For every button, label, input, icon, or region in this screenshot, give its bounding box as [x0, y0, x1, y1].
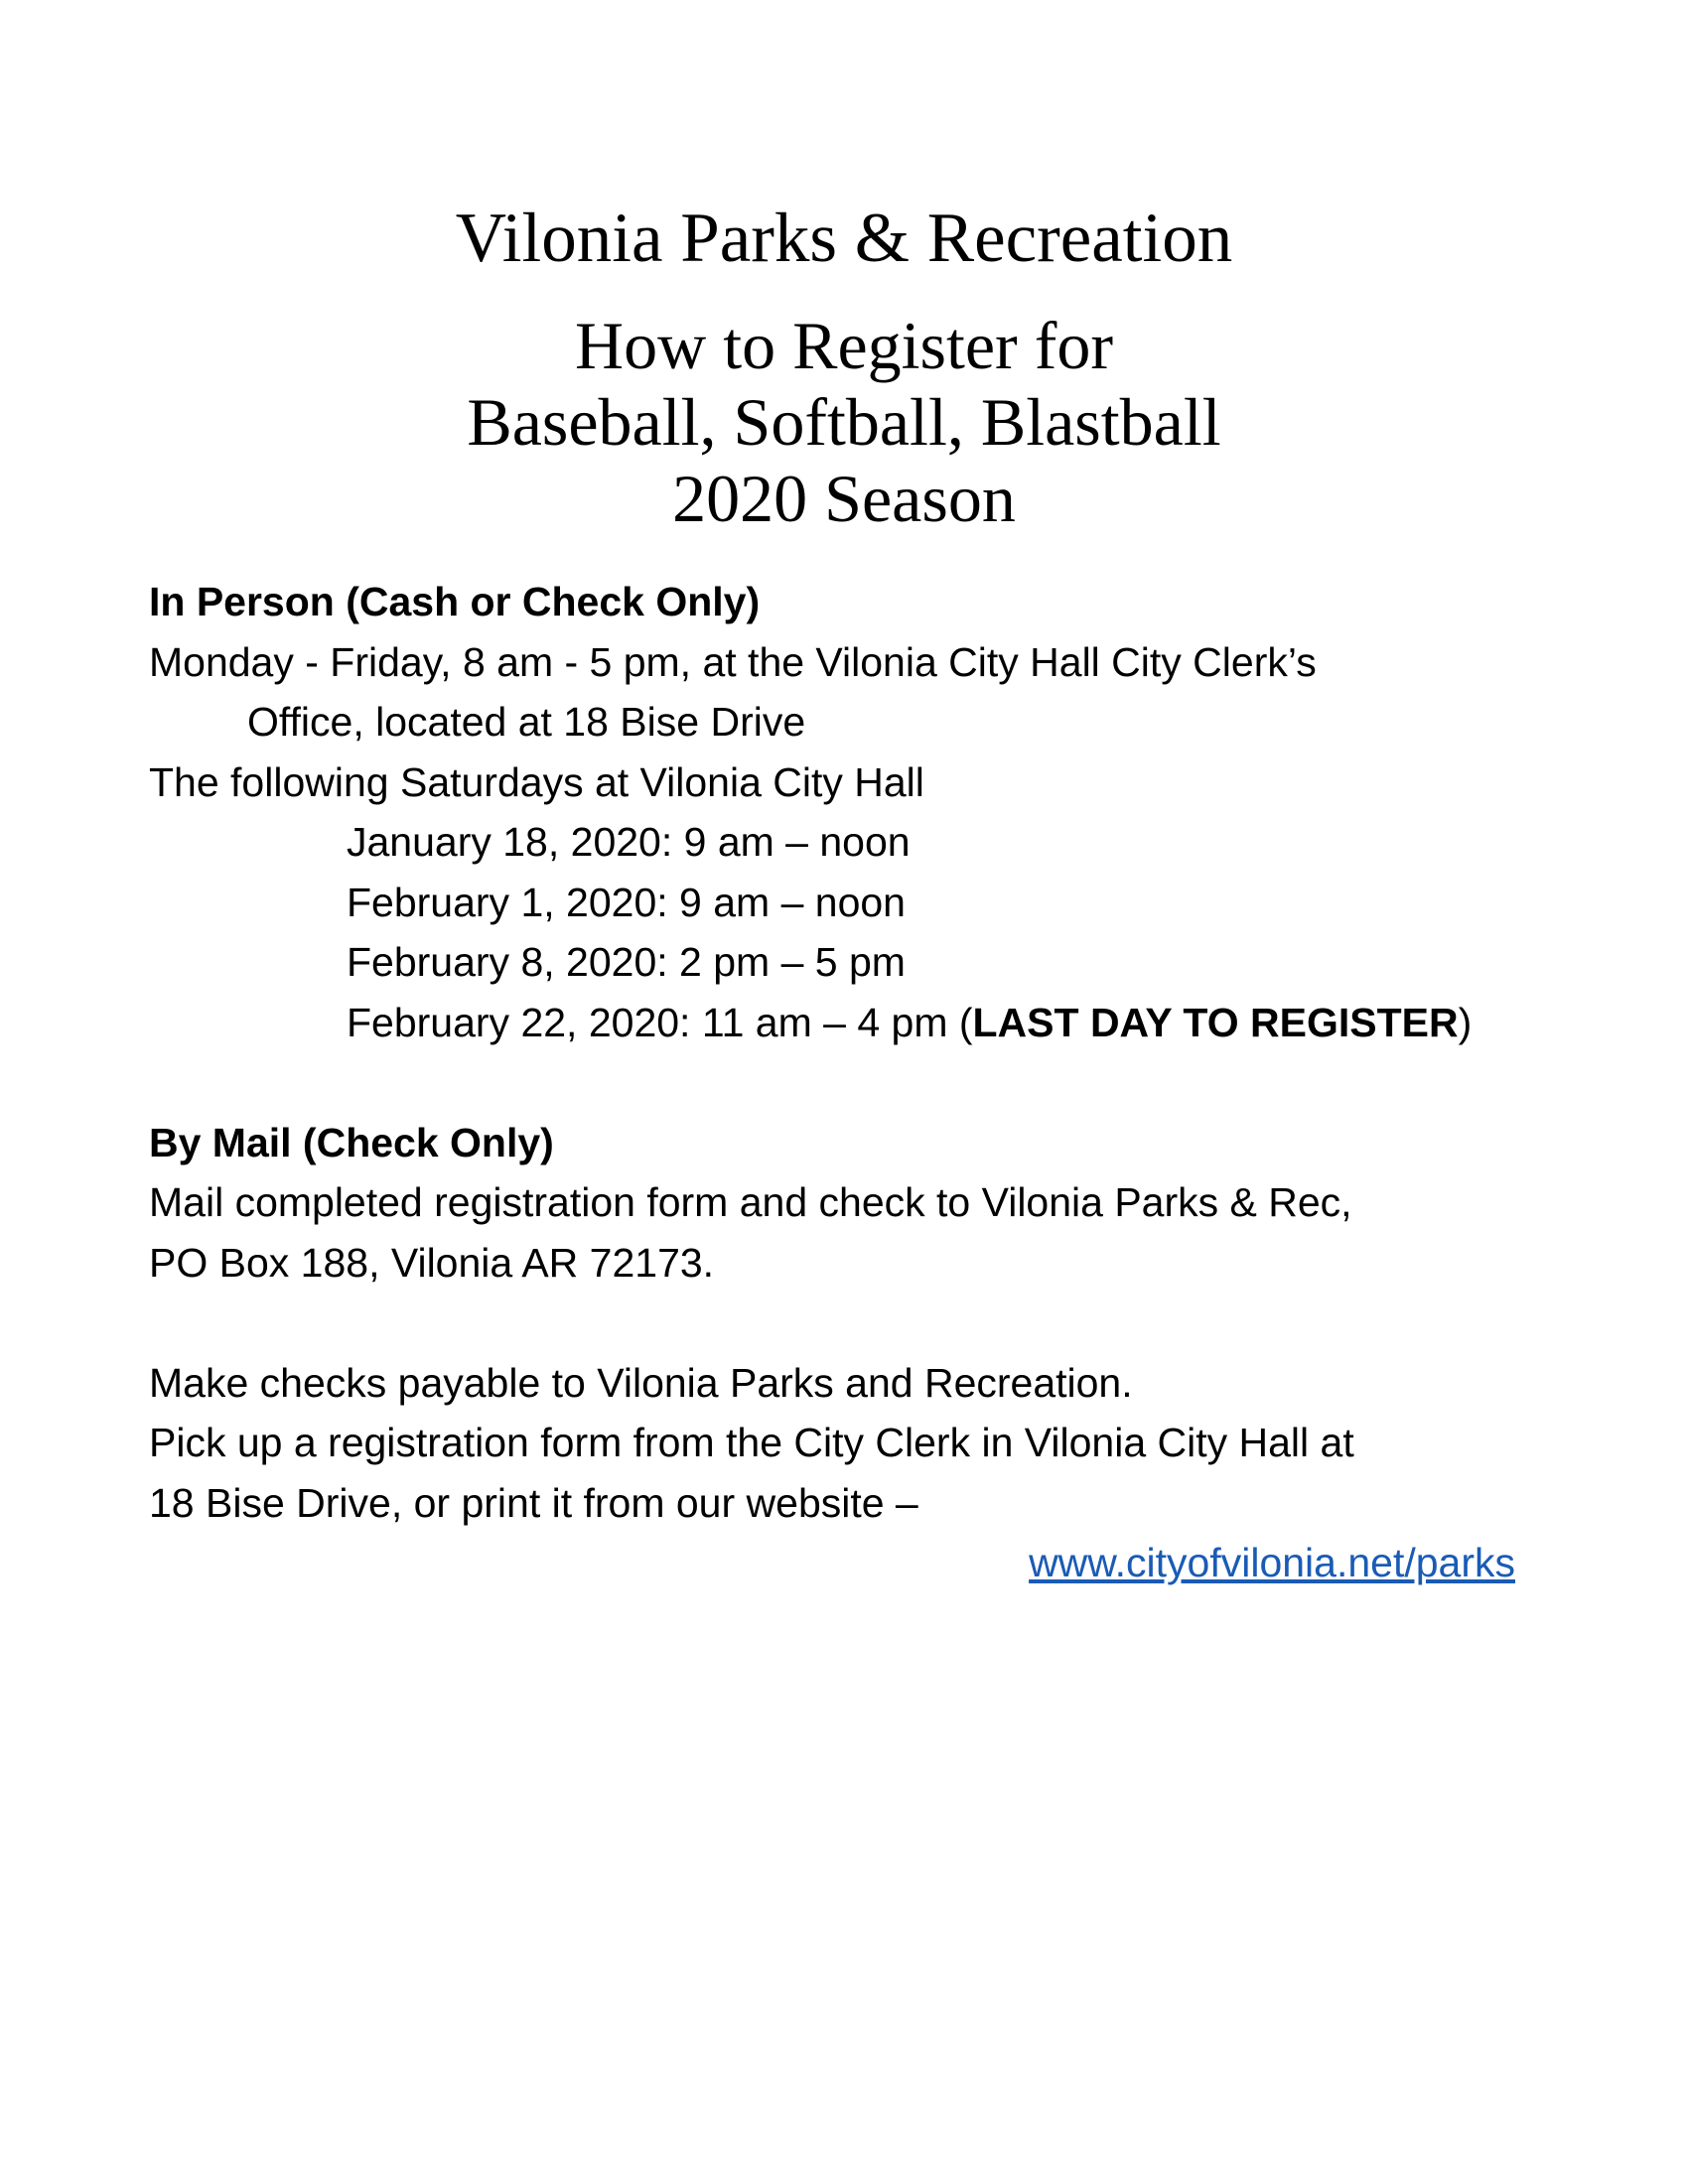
- mail-instructions: Mail completed registration form and check to Vilonia Parks & Rec,: [149, 1179, 1352, 1225]
- subtitle-line: Baseball, Softball, Blastball: [467, 384, 1221, 460]
- saturday-date: February 1, 2020: 9 am – noon: [347, 879, 906, 925]
- page-subtitle: [0, 308, 1688, 537]
- weekday-hours: Monday - Friday, 8 am - 5 pm, at the Vilonia City Hall City Clerk’s: [149, 638, 1317, 685]
- saturday-date: February 8, 2020: 2 pm – 5 pm: [347, 939, 906, 985]
- saturday-date: January 18, 2020: 9 am – noon: [347, 819, 911, 865]
- page-title: Vilonia Parks & Recreation: [455, 200, 1233, 277]
- last-saturday-date: [149, 993, 1515, 1053]
- pickup-note: Pick up a registration form from the City Clerk in Vilonia City Hall at: [149, 1420, 1354, 1465]
- weekday-location: Office, located at 18 Bise Drive: [247, 699, 806, 745]
- website-link[interactable]: www.cityofvilonia.net/parks: [1029, 1540, 1515, 1585]
- last-date-text: February 22, 2020: 11 am – 4 pm (: [347, 999, 973, 1045]
- in-person-heading: In Person (Cash or Check Only): [149, 579, 761, 624]
- spacer: [149, 1052, 1515, 1113]
- pickup-note-cont: 18 Bise Drive, or print it from our website –: [149, 1479, 918, 1526]
- payable-note: Make checks payable to Vilonia Parks and Recreation.: [149, 1359, 1133, 1406]
- mail-address: PO Box 188, Vilonia AR 72173.: [149, 1239, 715, 1286]
- subtitle-line: How to Register for: [574, 308, 1113, 383]
- spacer: [149, 1293, 1515, 1353]
- by-mail-heading: By Mail (Check Only): [149, 1119, 554, 1165]
- saturdays-intro: The following Saturdays at Vilonia City Hall: [149, 758, 924, 805]
- website-line: [149, 1533, 1515, 1593]
- last-day-notice: LAST DAY TO REGISTER: [972, 999, 1459, 1045]
- subtitle-line: 2020 Season: [672, 461, 1016, 536]
- registration-details: [149, 572, 1515, 1593]
- last-date-close: ): [1458, 999, 1473, 1045]
